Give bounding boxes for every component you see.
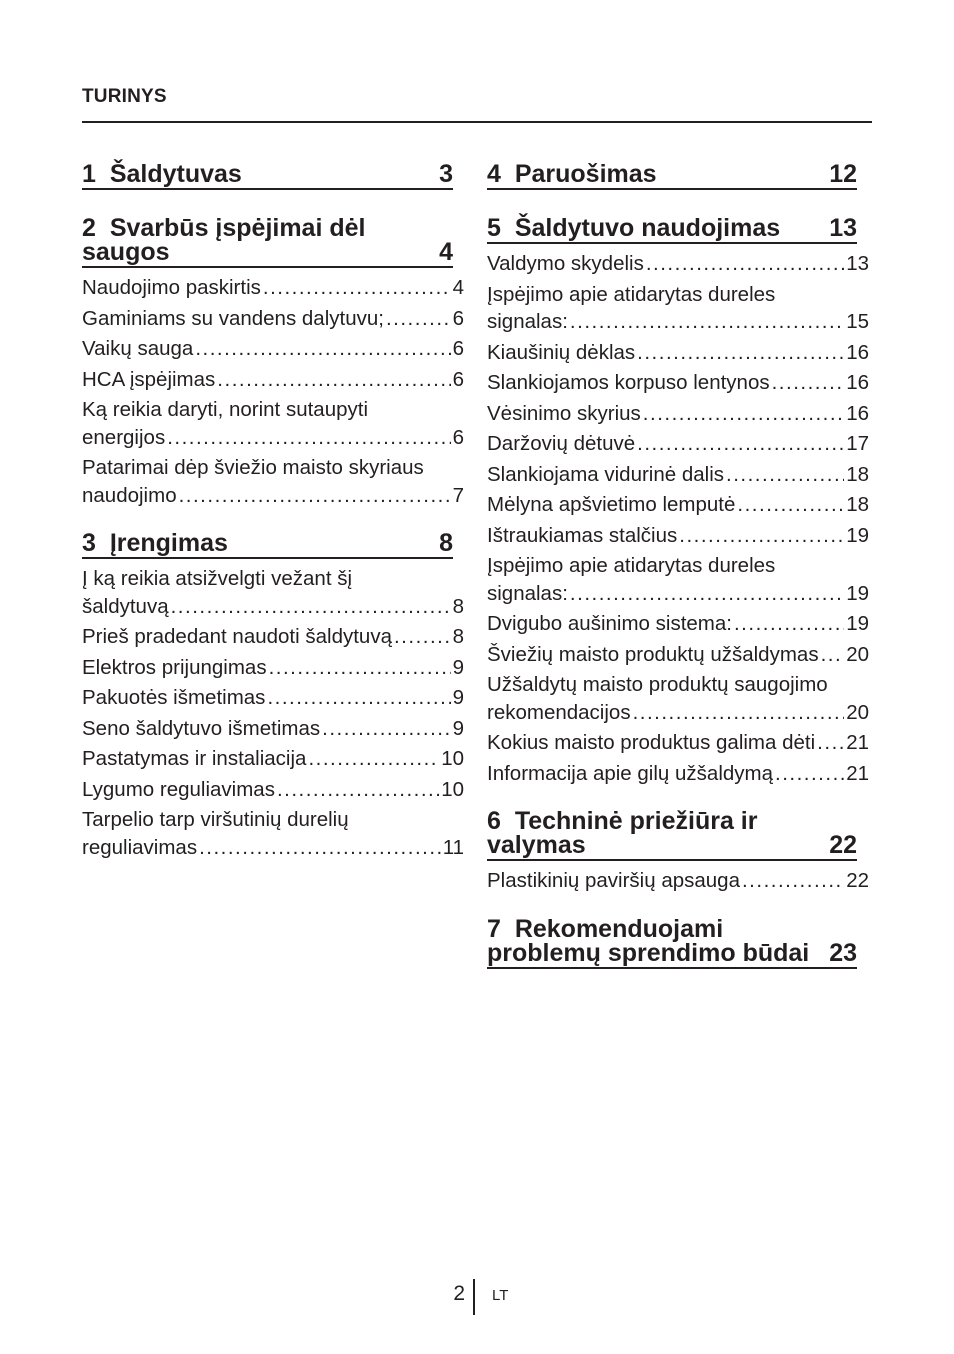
entry-text-continued: naudojimo [82, 483, 177, 507]
dot-leader [199, 834, 441, 862]
entry-text: Daržovių dėtuvė [487, 432, 636, 455]
entry-text: Užšaldytų maisto produktų saugojimo [487, 673, 828, 696]
section-page-number: 4 [439, 238, 453, 266]
toc-entry[interactable] [82, 715, 464, 743]
toc-entry[interactable] [487, 522, 869, 550]
entry-line [487, 867, 869, 895]
entry-text: Lygumo reguliavimas [82, 777, 275, 801]
section-title-line [487, 809, 823, 833]
dot-leader [308, 745, 439, 773]
entry-text: Ką reikia daryti, norint sutaupyti [82, 398, 368, 421]
toc-section [487, 809, 869, 895]
entry-line [82, 335, 464, 363]
toc-section [487, 162, 869, 190]
section-page-number: 23 [829, 938, 857, 967]
toc-section [487, 216, 869, 787]
entry-text: Slankiojama vidurinė dalis [487, 462, 725, 486]
dot-leader [633, 699, 845, 727]
toc-entry[interactable] [82, 305, 464, 333]
entry-line [487, 491, 869, 519]
entry-line [82, 482, 464, 510]
entry-text: Kokius maisto produktus galima dėti [487, 731, 816, 754]
section-title [487, 162, 823, 186]
section-title-text: Techninė priežiūra ir [514, 807, 758, 835]
entry-page-number: 20 [846, 642, 869, 666]
section-title-line2: saugos [82, 238, 170, 266]
dot-leader [772, 369, 845, 397]
section-title [487, 809, 823, 857]
section-title-line [82, 162, 433, 186]
section-number: 2 [82, 214, 96, 242]
entry-page-number: 6 [452, 337, 464, 360]
language-code: LT [492, 1287, 509, 1304]
section-page-number: 12 [829, 160, 857, 188]
entry-page-number: 6 [452, 306, 464, 330]
dot-leader [277, 776, 439, 804]
toc-entry[interactable] [82, 366, 464, 394]
section-page-number: 8 [439, 529, 453, 557]
entry-line [82, 424, 464, 452]
dot-leader [643, 400, 844, 428]
entry-page-number: 21 [846, 761, 869, 785]
dot-leader [742, 867, 844, 895]
entry-text-continued: signalas: [487, 581, 568, 605]
entry-line [487, 699, 869, 727]
entry-page-number: 16 [846, 401, 869, 425]
entry-text-continued: reguliavimas [82, 835, 198, 859]
entry-text: Į ką reikia atsižvelgti vežant šį [82, 567, 353, 590]
entry-page-number: 19 [846, 523, 869, 547]
entry-page-number: 6 [452, 425, 464, 449]
entry-line [487, 760, 869, 788]
entry-line [487, 308, 869, 336]
section-number: 7 [487, 914, 501, 943]
dot-leader [570, 308, 844, 336]
toc-entry[interactable] [487, 729, 869, 757]
section-title-line [487, 216, 823, 240]
entry-page-number: 10 [441, 777, 464, 801]
entry-text: Seno šaldytuvo išmetimas [82, 716, 321, 740]
entry-text: Kiaušinių dėklas [487, 340, 636, 364]
toc-entry[interactable] [82, 454, 464, 509]
section-title-text: Paruošimas [514, 160, 657, 188]
entry-text: Vėsinimo skyrius [487, 401, 641, 425]
entry-line [82, 776, 464, 804]
dot-leader [386, 305, 451, 333]
entry-page-number: 16 [846, 340, 869, 364]
section-title-line2: valymas [487, 831, 586, 859]
toc-entry[interactable] [487, 250, 869, 278]
entry-line [82, 274, 464, 302]
dot-leader [195, 335, 450, 363]
dot-leader [737, 491, 844, 519]
section-title-line2: problemų sprendimo būdai [487, 938, 810, 967]
entry-page-number: 21 [846, 731, 869, 754]
section-title-line [487, 162, 823, 186]
entry-page-number: 4 [452, 276, 464, 299]
entry-page-number: 9 [452, 655, 464, 679]
entry-line [82, 715, 464, 743]
section-page-number: 22 [829, 831, 857, 859]
toc-entry[interactable] [82, 565, 464, 620]
toc-entry[interactable] [82, 776, 464, 804]
entry-page-number: 18 [846, 493, 869, 516]
entry-text: Informacija apie gilų užšaldymą [487, 761, 773, 785]
toc-heading: TURINYS [82, 86, 167, 107]
entry-text: HCA įspėjimas [82, 367, 216, 391]
entry-page-number: 19 [846, 581, 869, 605]
section-heading[interactable] [82, 162, 453, 190]
section-heading[interactable] [487, 162, 857, 190]
dot-leader [322, 715, 450, 743]
toc-entry[interactable] [82, 396, 464, 451]
entry-text: Patarimai dėp šviežio maisto skyriaus [82, 456, 424, 479]
dot-leader [775, 760, 844, 788]
toc-entry[interactable] [487, 281, 869, 336]
entry-line [82, 593, 464, 621]
entry-line [487, 369, 869, 397]
entry-page-number: 7 [452, 483, 464, 507]
section-heading[interactable] [487, 914, 857, 969]
entry-line [487, 580, 869, 608]
toc-entry[interactable] [487, 760, 869, 788]
footer-divider [473, 1279, 475, 1315]
toc-entry[interactable] [487, 671, 869, 726]
dot-leader [171, 593, 451, 621]
section-title [82, 216, 433, 264]
entry-line [487, 400, 869, 428]
entry-line [487, 610, 869, 638]
entry-text: Ištraukiamas stalčius [487, 523, 678, 547]
section-heading[interactable] [82, 216, 453, 268]
entry-text-continued: signalas: [487, 310, 568, 333]
entry-page-number: 17 [846, 432, 869, 455]
dot-leader [394, 623, 451, 651]
entry-text: Įspėjimo apie atidarytas dureles [487, 554, 776, 577]
toc-entry[interactable] [82, 745, 464, 773]
entry-page-number: 8 [452, 594, 464, 618]
entry-text: Gaminiams su vandens dalytuvu; [82, 306, 384, 330]
toc-entry[interactable] [82, 654, 464, 682]
entry-text: Vaikų sauga [82, 337, 194, 360]
dot-leader [167, 424, 450, 452]
toc-entry[interactable] [487, 400, 869, 428]
entry-line [82, 745, 464, 773]
dot-leader [679, 522, 844, 550]
toc-entry[interactable] [82, 684, 464, 712]
entry-line [487, 461, 869, 489]
entry-text: Valdymo skydelis [487, 252, 644, 275]
toc-entry[interactable] [487, 369, 869, 397]
entry-page-number: 9 [452, 716, 464, 740]
section-number: 6 [487, 807, 501, 835]
page-number: 2 [453, 1282, 465, 1305]
entry-text-continued: energijos [82, 425, 166, 449]
section-number: 4 [487, 160, 501, 188]
entry-page-number: 18 [846, 462, 869, 486]
section-title [82, 531, 433, 555]
section-title-line [82, 216, 433, 240]
entry-text: Įspėjimo apie atidarytas dureles [487, 282, 776, 306]
dot-leader [263, 274, 451, 302]
entry-line [487, 729, 869, 757]
dot-leader [646, 250, 844, 278]
toc-entry[interactable] [487, 430, 869, 458]
entry-text: Pakuotės išmetimas [82, 686, 266, 709]
section-page-number: 3 [439, 160, 453, 188]
entry-text: Naudojimo paskirtis [82, 276, 261, 299]
dot-leader [217, 366, 450, 394]
toc-section [82, 162, 464, 190]
toc-entry[interactable] [487, 491, 869, 519]
dot-leader [734, 610, 844, 638]
dot-leader [179, 482, 451, 510]
entry-page-number: 16 [846, 371, 869, 394]
section-title-text: Svarbūs įspėjimai dėl [109, 214, 366, 242]
dot-leader [267, 684, 450, 712]
section-title-line [82, 531, 433, 555]
section-number: 3 [82, 529, 96, 557]
entry-page-number: 10 [441, 747, 464, 770]
dot-leader [817, 729, 844, 757]
section-title [82, 162, 433, 186]
entry-page-number: 13 [846, 252, 869, 275]
toc-column-right [487, 162, 869, 985]
dot-leader [637, 339, 844, 367]
entry-page-number: 11 [442, 835, 464, 859]
toc-entry[interactable] [487, 641, 869, 669]
toc-column-left [82, 162, 464, 877]
entry-line [487, 339, 869, 367]
entry-line [487, 522, 869, 550]
section-title-text: Šaldytuvas [109, 160, 242, 188]
entry-line [82, 834, 464, 862]
toc-entry[interactable] [82, 806, 464, 861]
dot-leader [570, 580, 844, 608]
toc-entry[interactable] [487, 610, 869, 638]
entry-line [82, 623, 464, 651]
entry-text: Plastikinių paviršių apsauga [487, 869, 740, 892]
toc-entry[interactable] [487, 552, 869, 607]
header-divider [82, 121, 872, 123]
entry-line [82, 305, 464, 333]
section-number: 5 [487, 214, 501, 242]
entry-text: Šviežių maisto produktų užšaldymas [487, 642, 819, 666]
entry-line [82, 366, 464, 394]
entry-page-number: 19 [846, 612, 869, 635]
section-title-text: Rekomenduojami [514, 914, 724, 943]
toc-entry[interactable] [82, 274, 464, 302]
section-title-text: Šaldytuvo naudojimas [514, 214, 781, 242]
section-heading[interactable] [82, 531, 453, 559]
toc-section [82, 531, 464, 861]
entry-text: Prieš pradedant naudoti šaldytuvą [82, 625, 392, 648]
section-heading[interactable] [487, 216, 857, 244]
entry-line [82, 684, 464, 712]
toc-entry[interactable] [487, 461, 869, 489]
entry-page-number: 22 [846, 869, 869, 892]
toc-section [82, 216, 464, 509]
section-title-line [487, 914, 823, 943]
dot-leader [821, 641, 845, 669]
toc-entry[interactable] [487, 339, 869, 367]
section-title [487, 914, 823, 967]
section-heading[interactable] [487, 809, 857, 861]
entry-line [487, 430, 869, 458]
entry-page-number: 6 [452, 367, 464, 391]
toc-entry[interactable] [487, 867, 869, 895]
dot-leader [269, 654, 451, 682]
entry-line [487, 250, 869, 278]
entry-line [82, 654, 464, 682]
dot-leader [637, 430, 844, 458]
entry-text: Slankiojamos korpuso lentynos [487, 371, 770, 394]
entry-text-continued: šaldytuvą [82, 594, 169, 618]
entry-line [487, 641, 869, 669]
entry-text-continued: rekomendacijos [487, 700, 631, 724]
entry-text: Mėlyna apšvietimo lemputė [487, 493, 736, 516]
entry-page-number: 20 [846, 700, 869, 724]
entry-page-number: 15 [846, 310, 869, 333]
dot-leader [726, 461, 844, 489]
section-number: 1 [82, 160, 96, 188]
section-title [487, 216, 823, 240]
entry-text: Tarpelio tarp viršutinių durelių [82, 808, 349, 831]
section-page-number: 13 [829, 214, 857, 242]
toc-entry[interactable] [82, 623, 464, 651]
toc-entry[interactable] [82, 335, 464, 363]
toc-section [487, 914, 869, 969]
entry-text: Dvigubo aušinimo sistema: [487, 612, 732, 635]
entry-page-number: 9 [452, 686, 464, 709]
entry-text: Pastatymas ir instaliacija [82, 747, 307, 770]
entry-page-number: 8 [452, 625, 464, 648]
section-title-text: Įrengimas [109, 529, 228, 557]
entry-text: Elektros prijungimas [82, 655, 267, 679]
